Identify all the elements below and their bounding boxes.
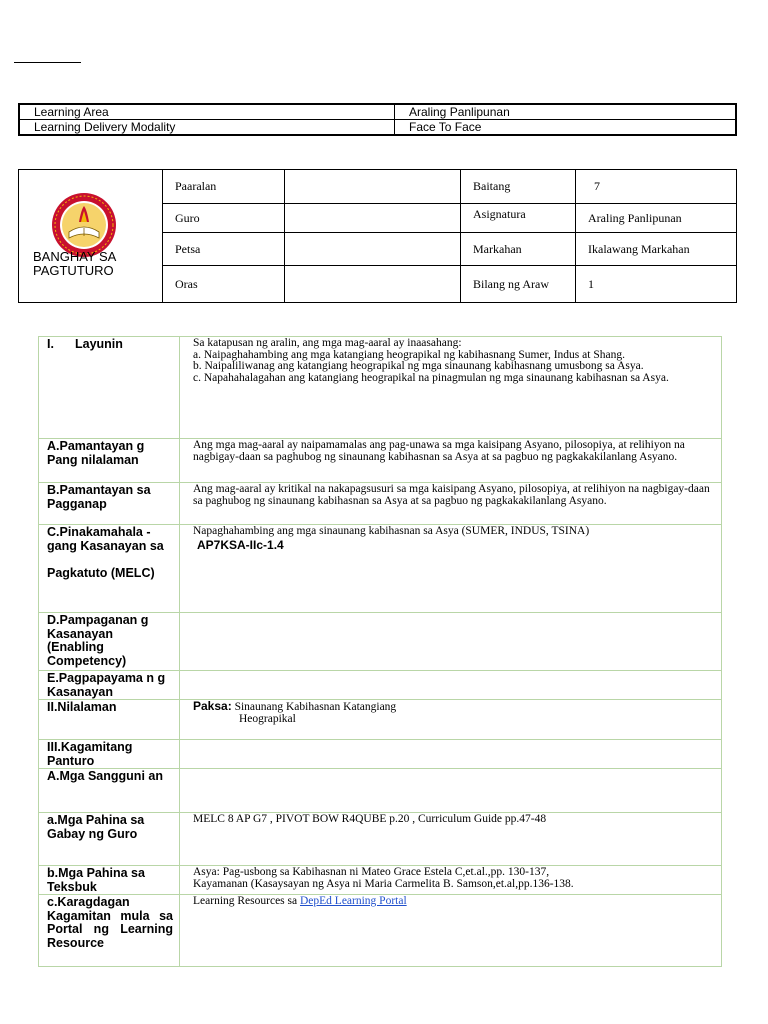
learning-area-label: Learning Area (19, 104, 395, 120)
kagamitang-panturo-value (180, 740, 722, 769)
melc-content (180, 525, 722, 613)
enabling-competency-value (180, 613, 722, 671)
melc-row (39, 525, 722, 613)
gabay-ng-guro-value: MELC 8 AP G7 , PIVOT BOW R4QUBE p.20 , Curriculum Guide pp.47-48 (180, 813, 722, 866)
bilang-ng-araw-value: 1 (576, 266, 737, 303)
portal-prefix: Learning Resources sa (193, 895, 298, 907)
pagpapayaman-row (39, 671, 722, 700)
nilalaman-row (39, 700, 722, 740)
paaralan-label: Paaralan (163, 170, 285, 204)
melc-label (39, 525, 180, 613)
header-underline (14, 62, 81, 63)
melc-label-line-1: C.Pinakamahala - gang Kasanayan sa (47, 525, 164, 553)
petsa-value[interactable] (285, 233, 461, 266)
pamantayan-pagganap-value: Ang mag-aaral ay kritikal na nakapagsusuri sa mga kaisipang Asyano, pilosopiya, at relihiyon na nagbigay-daan sa paghubog ng sinaunang kabihasnan sa Asya at sa pagbuo ng pagkakakilanlang Asyano. (180, 483, 722, 525)
enabling-row (39, 613, 722, 671)
kagamitang-panturo-label: III.Kagamitang Panturo (39, 740, 180, 769)
layunin-number: I. (47, 337, 54, 351)
pamantayan-nilalaman-row (39, 439, 722, 483)
guro-label: Guro (163, 204, 285, 233)
portal-content (180, 895, 722, 967)
paksa-line-2: Heograpikal (239, 712, 296, 725)
layunin-row (39, 337, 722, 439)
asignatura-label: Asignatura (461, 204, 576, 233)
banghay-title-line-2: PAGTUTURO (33, 263, 114, 278)
pamantayan-nilalaman-value: Ang mga mag-aaral ay naipamamalas ang pag-unawa sa mga kaisipang Asyano, pilosopiya, at relihiyon na nagbigay-daan sa paghubog ng sinaunang kabihasnan sa Asya at sa pagbuo ng pagkakakilanlang Asyano. (180, 439, 722, 483)
portal-row (39, 895, 722, 967)
layunin-objective-b: b. Naipaliliwanag ang katangiang heograpikal ng mga sinaunang kabihasnang umusbong sa Asya. (193, 360, 644, 372)
pamantayan-nilalaman-label: A.Pamantayan g Pang nilalaman (39, 439, 180, 483)
baitang-value: 7 (576, 170, 737, 204)
layunin-objective-a: a. Naipaghahambing ang mga katangiang heograpikal ng kabihasnang Sumer, Indus at Shang. (193, 348, 625, 361)
pagpapayaman-label: E.Pagpapayama n g Kasanayan (39, 671, 180, 700)
learning-area-value: Araling Panlipunan (395, 104, 737, 120)
teksbuk-line-1: Asya: Pag-usbong sa Kabihasnan ni Mateo Grace Estela C,et.al.,pp. 130-137, (193, 866, 550, 878)
gabay-row (39, 813, 722, 866)
baitang-label: Baitang (461, 170, 576, 204)
delivery-modality-value: Face To Face (395, 120, 737, 136)
layunin-intro: Sa katapusan ng aralin, ang mga mag-aaral ay inaasahang: (193, 337, 462, 349)
bilang-ng-araw-label: Bilang ng Araw (461, 266, 576, 303)
petsa-label: Petsa (163, 233, 285, 266)
nilalaman-content (180, 700, 722, 740)
banghay-title-line-1: BANGHAY SA (33, 249, 117, 264)
learning-area-row (19, 104, 736, 120)
paaralan-value[interactable] (285, 170, 461, 204)
layunin-content (180, 337, 722, 439)
markahan-value: Ikalawang Markahan (576, 233, 737, 266)
oras-value[interactable] (285, 266, 461, 303)
sanggunian-value (180, 769, 722, 813)
sanggunian-label: A.Mga Sangguni an (39, 769, 180, 813)
pamantayan-pagganap-label: B.Pamantayan sa Pagganap (39, 483, 180, 525)
markahan-label: Markahan (461, 233, 576, 266)
enabling-competency-label: D.Pampaganan g Kasanayan (Enabling Competency) (39, 613, 180, 671)
pamantayan-pagganap-row (39, 483, 722, 525)
melc-code: AP7KSA-IIc-1.4 (197, 537, 284, 552)
sanggunian-row (39, 769, 722, 813)
learning-area-table (18, 103, 737, 136)
lesson-header-table (18, 169, 737, 303)
oras-label: Oras (163, 266, 285, 303)
teksbuk-content (180, 866, 722, 895)
deped-learning-portal-link[interactable]: DepEd Learning Portal (299, 895, 407, 907)
nilalaman-label: II.Nilalaman (39, 700, 180, 740)
teksbuk-line-2: Kayamanan (Kasaysayan ng Asya ni Maria Carmelita B. Samson,et.al,pp.136-138. (193, 877, 574, 890)
banghay-title (33, 250, 116, 278)
paksa-label: Paksa: (193, 699, 232, 713)
layunin-objective-c: c. Napahahalagahan ang katangiang heograpikal na pinagmulan ng mga sinaunang kabihasnan sa Asya. (193, 371, 669, 384)
layunin-label (39, 337, 180, 439)
kagamitan-row (39, 740, 722, 769)
guro-value[interactable] (285, 204, 461, 233)
gabay-ng-guro-label: a.Mga Pahina sa Gabay ng Guro (39, 813, 180, 866)
layunin-title: Layunin (75, 337, 123, 351)
teksbuk-label: b.Mga Pahina sa Teksbuk (39, 866, 180, 895)
melc-label-line-2: Pagkatuto (MELC) (47, 566, 155, 580)
melc-value: Napaghahambing ang mga sinaunang kabihasnan sa Asya (SUMER, INDUS, TSINA) (193, 525, 590, 537)
lesson-plan-table (38, 336, 722, 967)
asignatura-value: Araling Panlipunan (576, 204, 737, 233)
teksbuk-row (39, 866, 722, 895)
pagpapayaman-value (180, 671, 722, 700)
delivery-modality-row (19, 120, 736, 136)
banghay-cell (19, 170, 163, 303)
portal-label: c.Karagdagan Kagamitan mula sa Portal ng Learning Resource (39, 895, 180, 967)
delivery-modality-label: Learning Delivery Modality (19, 120, 395, 136)
paksa-line-1: Sinaunang Kabihasnan Katangiang (234, 701, 397, 713)
